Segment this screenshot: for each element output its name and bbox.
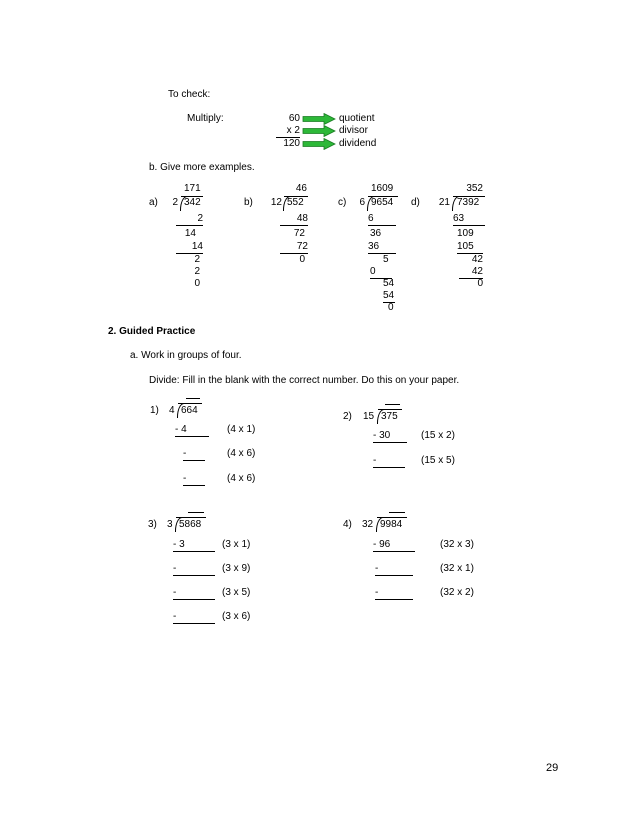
step-line: 14 xyxy=(176,241,203,254)
answer-blank[interactable]: - xyxy=(183,473,205,486)
hint: (4 x 6) xyxy=(227,448,256,459)
example-quotient: 171 xyxy=(184,183,201,194)
hint: (3 x 6) xyxy=(222,611,251,622)
arrow-right-icon xyxy=(302,113,336,125)
step-line: 0 xyxy=(299,254,305,265)
step-line: 0 xyxy=(388,302,394,313)
step-line: 0 xyxy=(477,278,483,289)
step-line: 63 xyxy=(453,213,485,226)
check-value-divisor: x 2 xyxy=(276,125,300,138)
step-line: 42 xyxy=(471,254,483,265)
answer-blank[interactable]: - 3 xyxy=(173,539,215,552)
example-dividend: 342 xyxy=(184,197,201,208)
hint: (4 x 6) xyxy=(227,473,256,484)
problem-dividend: 5868 xyxy=(179,519,202,530)
blank-overline xyxy=(188,512,204,513)
instruction-groups: a. Work in groups of four. xyxy=(130,350,242,361)
answer-blank[interactable]: - xyxy=(183,448,205,461)
example-divisor: 6 xyxy=(359,197,365,208)
hint: (4 x 1) xyxy=(227,424,256,435)
blank-overline xyxy=(389,512,405,513)
step-line: 54 xyxy=(383,290,395,301)
step-line: 0 xyxy=(370,266,392,279)
hint: (3 x 9) xyxy=(222,563,251,574)
step-line: 2 xyxy=(194,254,200,265)
example-label: d) xyxy=(411,197,420,208)
division-bar xyxy=(176,517,206,518)
hint: (32 x 3) xyxy=(440,539,474,550)
answer-blank[interactable]: - 30 xyxy=(373,430,407,443)
problem-dividend: 664 xyxy=(181,405,198,416)
page-number: 29 xyxy=(546,762,559,774)
step-line: 36 xyxy=(370,228,382,239)
example-divisor: 2 xyxy=(172,197,178,208)
problem-label: 3) xyxy=(148,519,157,530)
answer-blank[interactable]: - xyxy=(373,455,405,468)
division-bar xyxy=(178,403,202,404)
problem-label: 2) xyxy=(343,411,352,422)
check-value-quotient: 60 xyxy=(288,113,300,124)
example-dividend: 552 xyxy=(287,197,304,208)
step-line: 105 xyxy=(457,241,483,254)
step-line: 72 xyxy=(280,241,308,254)
hint: (3 x 5) xyxy=(222,587,251,598)
answer-blank[interactable]: - 4 xyxy=(175,424,209,437)
problem-dividend: 375 xyxy=(381,411,398,422)
division-bar xyxy=(378,409,402,410)
example-divisor: 12 xyxy=(270,197,282,208)
hint: (32 x 2) xyxy=(440,587,474,598)
problem-dividend: 9984 xyxy=(380,519,403,530)
check-value-dividend: 120 xyxy=(283,138,300,149)
answer-blank[interactable]: - xyxy=(375,587,413,600)
example-label: a) xyxy=(149,197,158,208)
answer-blank[interactable]: - xyxy=(173,611,215,624)
step-line: 5 xyxy=(383,254,389,265)
problem-label: 4) xyxy=(343,519,352,530)
arrow-right-icon xyxy=(302,125,336,137)
example-divisor: 21 xyxy=(438,197,450,208)
step-line: 42 xyxy=(459,266,483,279)
example-quotient: 46 xyxy=(295,183,307,194)
step-line: 6 xyxy=(368,213,396,226)
answer-blank[interactable]: - xyxy=(173,587,215,600)
hint: (3 x 1) xyxy=(222,539,251,550)
example-quotient: 352 xyxy=(466,183,483,194)
more-examples-heading: b. Give more examples. xyxy=(149,162,255,173)
blank-overline xyxy=(186,398,200,399)
step-line: 36 xyxy=(368,241,396,254)
example-dividend: 9654 xyxy=(371,197,394,208)
example-quotient: 1609 xyxy=(371,183,394,194)
multiply-label: Multiply: xyxy=(187,113,224,124)
check-term-divisor: divisor xyxy=(339,125,368,136)
step-line: 2 xyxy=(176,213,203,226)
instruction-divide: Divide: Fill in the blank with the correct number. Do this on your paper. xyxy=(149,375,460,386)
problem-label: 1) xyxy=(150,405,159,416)
example-label: c) xyxy=(338,197,347,208)
hint: (32 x 1) xyxy=(440,563,474,574)
example-label: b) xyxy=(244,197,253,208)
step-line: 48 xyxy=(280,213,308,226)
answer-blank[interactable]: - xyxy=(375,563,413,576)
problem-divisor: 15 xyxy=(363,411,375,422)
hint: (15 x 5) xyxy=(421,455,455,466)
step-line: 54 xyxy=(383,278,395,289)
answer-blank[interactable]: - 96 xyxy=(373,539,415,552)
answer-blank[interactable]: - xyxy=(173,563,215,576)
division-bar xyxy=(377,517,407,518)
step-line: 109 xyxy=(457,228,474,239)
problem-divisor: 4 xyxy=(169,405,175,416)
step-line: 72 xyxy=(293,228,305,239)
check-term-quotient: quotient xyxy=(339,113,375,124)
example-dividend: 7392 xyxy=(457,197,480,208)
guided-practice-heading: 2. Guided Practice xyxy=(108,326,196,337)
step-line: 0 xyxy=(194,278,200,289)
blank-overline xyxy=(385,404,400,405)
arrow-right-icon xyxy=(302,138,336,150)
check-heading: To check: xyxy=(168,89,211,100)
check-term-dividend: dividend xyxy=(339,138,377,149)
step-line: 2 xyxy=(194,266,200,277)
hint: (15 x 2) xyxy=(421,430,455,441)
step-line: 14 xyxy=(184,228,196,239)
problem-divisor: 3 xyxy=(167,519,173,530)
problem-divisor: 32 xyxy=(362,519,374,530)
